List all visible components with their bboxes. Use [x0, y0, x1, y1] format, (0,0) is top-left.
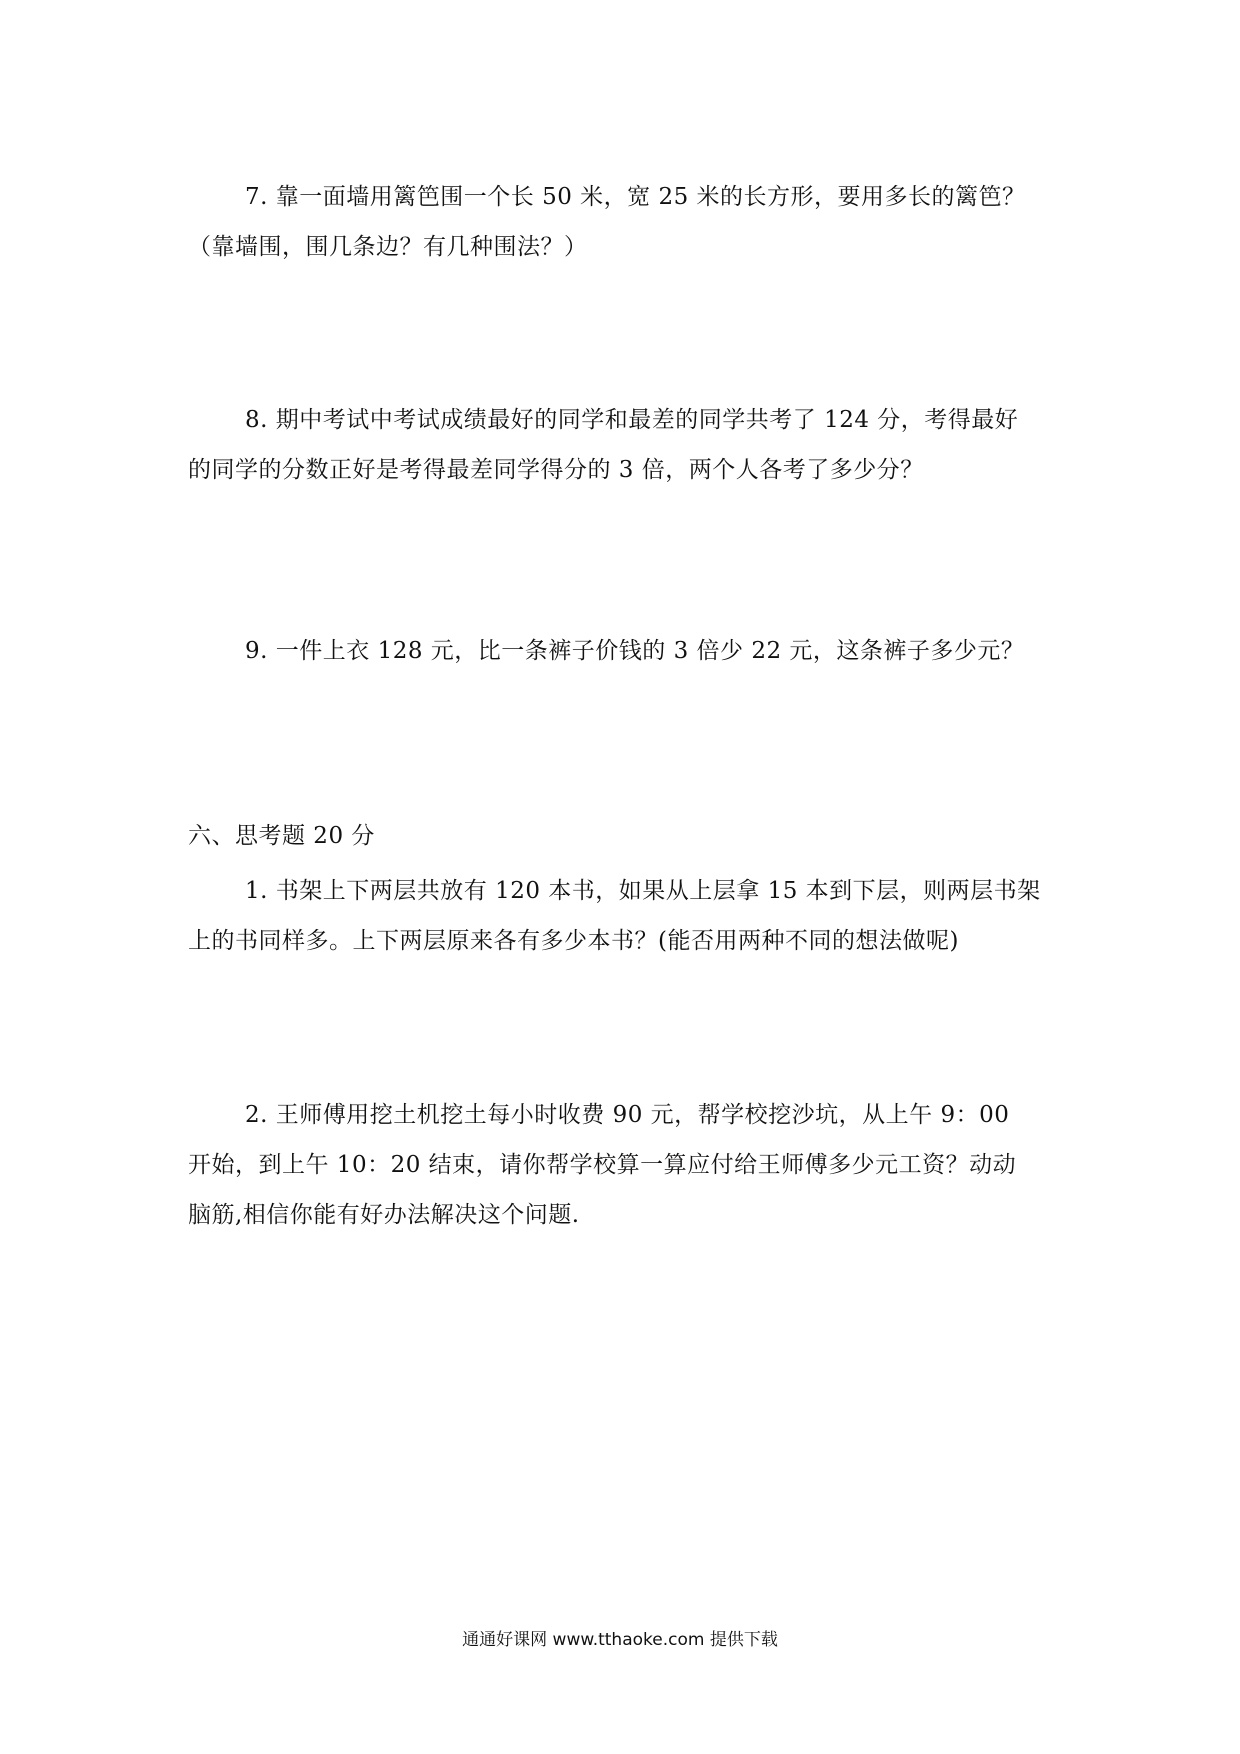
question-9 — [188, 626, 1063, 676]
section-6-question-2-line-3: 脑筋,相信你能有好办法解决这个问题. — [188, 1202, 580, 1228]
question-8-line-1: 8. 期中考试中考试成绩最好的同学和最差的同学共考了 124 分，考得最好 — [245, 407, 1019, 433]
section-6-question-1 — [188, 866, 1063, 966]
section-6-question-2-line-1: 2. 王师傅用挖土机挖土每小时收费 90 元，帮学校挖沙坑，从上午 9：00 — [245, 1102, 1010, 1128]
section-6-question-2 — [188, 1090, 1063, 1240]
section-6-question-2-line-2: 开始，到上午 10：20 结束，请你帮学校算一算应付给王师傅多少元工资？动动 — [188, 1152, 1017, 1178]
section-6-question-1-line-2: 上的书同样多。上下两层原来各有多少本书？(能否用两种不同的想法做呢) — [188, 928, 959, 954]
question-7-line-2: （靠墙围，围几条边？有几种围法？） — [188, 234, 588, 260]
page-footer: 通通好课网 www.tthaoke.com 提供下载 — [462, 1630, 778, 1650]
question-9-line-1: 9. 一件上衣 128 元，比一条裤子价钱的 3 倍少 22 元，这条裤子多少元？ — [245, 638, 1025, 664]
question-8 — [188, 395, 1063, 495]
section-6-question-1-line-1: 1. 书架上下两层共放有 120 本书，如果从上层拿 15 本到下层，则两层书架 — [245, 878, 1041, 904]
question-8-line-2: 的同学的分数正好是考得最差同学得分的 3 倍，两个人各考了多少分？ — [188, 457, 924, 483]
question-7-line-1: 7. 靠一面墙用篱笆围一个长 50 米，宽 25 米的长方形，要用多长的篱笆？ — [245, 184, 1026, 210]
question-7 — [188, 172, 1063, 272]
section-6-title: 六、思考题 20 分 — [188, 823, 375, 849]
